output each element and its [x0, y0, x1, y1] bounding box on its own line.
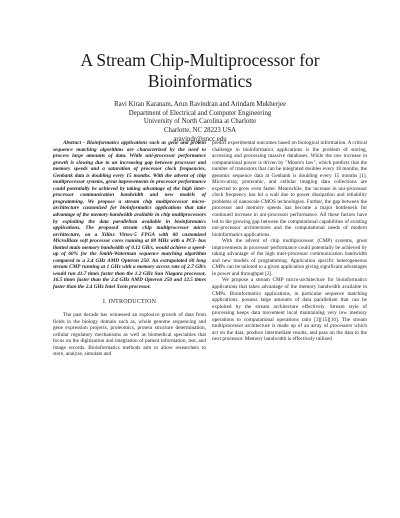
author-university: University of North Carolina at Charlotte [143, 118, 257, 126]
section-heading: I. INTRODUCTION [102, 298, 157, 305]
left-column [53, 140, 206, 358]
body-paragraph-3: We propose a stream CMP micro-architecture for bioinformatics applications that takes advantage of the memory bandwidth available in CMPs. Bioinformatics applications, in particular sequence matching applications, possess large amounts of data parallelism that can be exploited by the stream architecture effectively. Stream style of processing keeps data movement local maintaining very low memory operations to computational operations ratio [3][15][16]. The stream multiprocessor architecture is made up of an array of processors which act on the data, produce intermediate results, and pass on the data to the next processor. Memory bandwidth is effectively utilized [212, 277, 367, 343]
author-address: Charlotte, NC 28223 USA [163, 127, 237, 135]
author-block [60, 101, 340, 145]
body-paragraph-2: With the advent of chip multiprocessor (CMP) systems, great improvements in processor performance could potentially be achieved by taking advantage of the high inter-processor communication bandwidth and new models of programming. Application specific heterogeneous CMPs can be tailored to a given application giving significant advantages in power and throughput [2]. [212, 238, 367, 277]
body-paragraph-1: predict experimental outcomes based on biological information. A critical challenge in bioinformatics applications is the problem of storing, accessing and processing massive databases. While the raw increase in computational power is driven by "Moore's law", which predicts that the number of transistors that can be integrated doubles every 18 months, the genomic sequence data at Genbank is doubling every 15 months [1]. Micro-array, proteomic, and cellular imaging data collections are expected to grow even faster. Meanwhile, the increase in uni-processor clock frequency has hit a wall due to power dissipation and reliability problems of nanoscale CMOS technologies. Further, the gap between the processor and memory speeds has become a major bottleneck for continued increase in uni-processor performance. All these factors have led to the growing gap between the computational capabilities of existing uni-processor architectures and the computational needs of modern bioinformatics applications. [212, 140, 367, 238]
paper-title [40, 50, 360, 92]
author-email: aravindr@uncc.edu [173, 135, 227, 143]
title-line-2: Bioinformatics [147, 71, 253, 91]
title-line-1: A Stream Chip-Multiprocessor for [80, 50, 320, 70]
abstract: Abstract - Bioinformatics applications such as gene and protein sequence matching algorithms are characterized by the need to process large amounts of data. While uni-processor performance growth is slowing due to an increasing gap between processor and memory speeds and a saturation of processor clock frequencies, Genbank data is doubling every 15 months. With the advent of chip multiprocessor systems, great improvements in processor performance could potentially be achieved by taking advantage of the high inter-processor communication bandwidth and new models of programming. We propose a stream chip multiprocessor micro- architecture customized for bioinformatics applications that take advantage of the memory bandwidth available in chip multiprocessors by exploiting the data parallelism available in bioinformatics applications. The proposed stream chip multiprocessor micro architecture, on a Xilinx Virtex-5 FPGA with 60 customized MicroBlaze soft processor cores running at 80 MHz with a PCI- bus limited main memory bandwidth of 0.12 GB/s, would achieve a speed-up of 60% for the Smith-Waterman sequence matching algorithm compared to a 2.4 GHz AMD Opteron 250. An extrapolated 60 long stream CMP running at 1 GHz with a memory access rate of 2.7 GB/s would run 41.7 times faster than the 1.2 GHz Sun Niagara processor, 16.5 times faster than the 2.4 GHz AMD Opteron 250 and 12.5 times faster than the 2.4 GHz Intel Xeon processor. [53, 140, 206, 291]
author-department: Department of Electrical and Computer Engineering [128, 109, 272, 117]
author-names: Ravi Kiran Karanam, Arun Ravindran and Arindam Mukherjee [114, 101, 286, 108]
right-column [212, 140, 367, 343]
introduction-paragraph: The past decade has witnessed an explosive growth of data from fields in the biology domain such as, whole genome sequencing and gene expression projects, proteomics, protein structure determination, cellular regulatory mechanisms as well as biomedical specialties that focus on the digitization and integration of patient information, test, and image records. Bioinformatics methods aim to allow researchers to store, analyze, simulate and [53, 312, 206, 358]
